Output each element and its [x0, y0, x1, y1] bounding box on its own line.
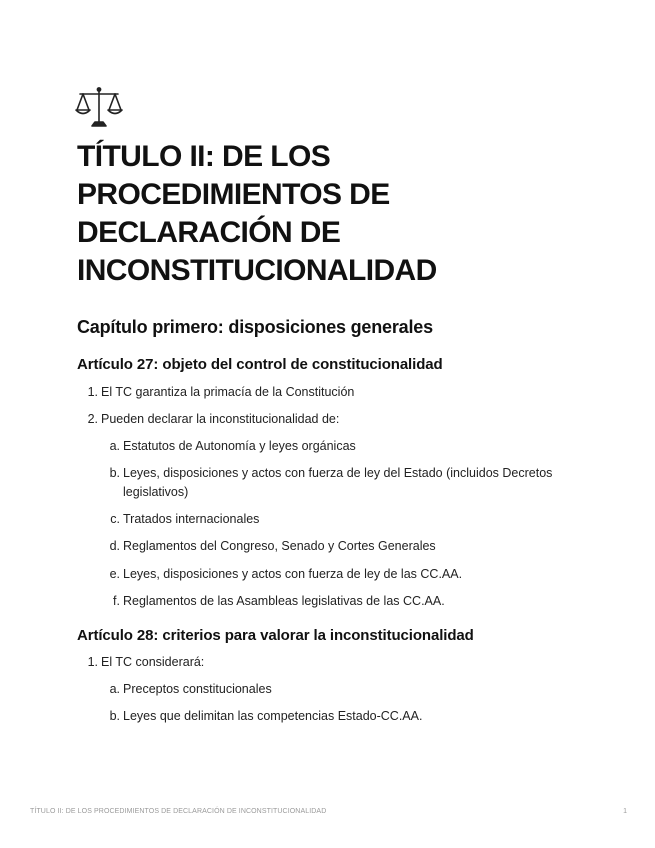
list-marker: a. [109, 439, 120, 453]
article-28-heading: Artículo 28: criterios para valorar la inconstitucionalidad [77, 627, 474, 644]
list-item-text: Leyes, disposiciones y actos con fuerza de ley del Estado (incluidos Decretos legislativos) [123, 466, 553, 499]
list-item-text: Estatutos de Autonomía y leyes orgánicas [123, 439, 356, 453]
title-line: PROCEDIMIENTOS DE [77, 178, 390, 211]
list-item-text: Leyes, disposiciones y actos con fuerza de ley de las CC.AA. [123, 567, 463, 581]
list-marker: e. [109, 567, 120, 581]
list-marker: f. [113, 594, 120, 608]
page-number: 1 [623, 808, 627, 815]
chapter-heading: Capítulo primero: disposiciones generales [77, 317, 433, 337]
list-marker: a. [109, 682, 120, 696]
title-line: DECLARACIÓN DE [77, 216, 341, 249]
list-item-text: El TC considerará: [101, 655, 205, 669]
title-line: TÍTULO II: DE LOS [77, 140, 331, 173]
title-line: INCONSTITUCIONALIDAD [77, 254, 437, 287]
list-marker: 1. [87, 655, 98, 669]
list-marker: 1. [87, 385, 98, 399]
list-marker: d. [109, 539, 120, 553]
list-item-text: Preceptos constitucionales [123, 682, 272, 696]
list-marker: b. [109, 466, 120, 480]
list-item-text: Reglamentos del Congreso, Senado y Cortes Generales [123, 539, 436, 553]
list-item-text: Reglamentos de las Asambleas legislativas de las CC.AA. [123, 594, 445, 608]
running-footer-title: TÍTULO II: DE LOS PROCEDIMIENTOS DE DECLARACIÓN DE INCONSTITUCIONALIDAD [30, 808, 327, 815]
list-item-text: Pueden declarar la inconstitucionalidad de: [101, 412, 340, 426]
article-27-heading: Artículo 27: objeto del control de constitucionalidad [77, 356, 443, 373]
list-item-text: El TC garantiza la primacía de la Constitución [101, 385, 355, 399]
list-marker: c. [110, 512, 120, 526]
list-item-text: Tratados internacionales [123, 512, 260, 526]
list-item-text: Leyes que delimitan las competencias Estado-CC.AA. [123, 709, 423, 723]
scale-of-justice-icon [74, 86, 124, 130]
list-marker: 2. [87, 412, 98, 426]
document-title [77, 138, 617, 290]
list-marker: b. [109, 709, 120, 723]
